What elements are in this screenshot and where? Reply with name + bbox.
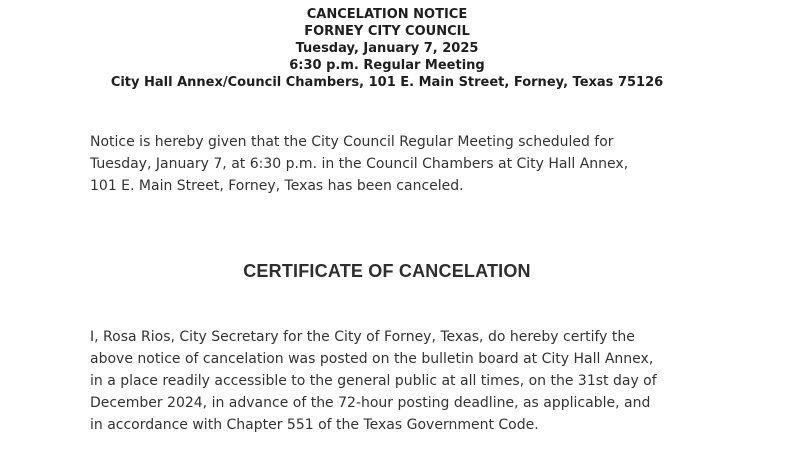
certificate-line: in accordance with Chapter 551 of the Texas Government Code. — [90, 417, 539, 433]
council-name: FORNEY CITY COUNCIL — [304, 24, 470, 39]
certificate-title: CERTIFICATE OF CANCELATION — [243, 261, 531, 281]
notice-line: Tuesday, January 7, at 6:30 p.m. in the Council Chambers at City Hall Annex, — [90, 156, 629, 172]
notice-header — [0, 6, 774, 91]
certificate-line: I, Rosa Rios, City Secretary for the City of Forney, Texas, do hereby certify the — [90, 329, 635, 345]
notice-line: 101 E. Main Street, Forney, Texas has been canceled. — [90, 178, 464, 194]
meeting-date: Tuesday, January 7, 2025 — [295, 41, 479, 56]
meeting-location: City Hall Annex/Council Chambers, 101 E. Main Street, Forney, Texas 75126 — [110, 75, 664, 90]
notice-title: CANCELATION NOTICE — [306, 7, 468, 22]
notice-line: Notice is hereby given that the City Council Regular Meeting scheduled for — [90, 134, 614, 150]
certificate-paragraph — [90, 326, 730, 436]
certificate-line: in a place readily accessible to the general public at all times, on the 31st day of — [90, 373, 657, 389]
certificate-line: December 2024, in advance of the 72-hour posting deadline, as applicable, and — [90, 395, 651, 411]
certificate-line: above notice of cancelation was posted on the bulletin board at City Hall Annex, — [90, 351, 654, 367]
meeting-time: 6:30 p.m. Regular Meeting — [289, 58, 485, 73]
notice-paragraph — [90, 131, 730, 197]
